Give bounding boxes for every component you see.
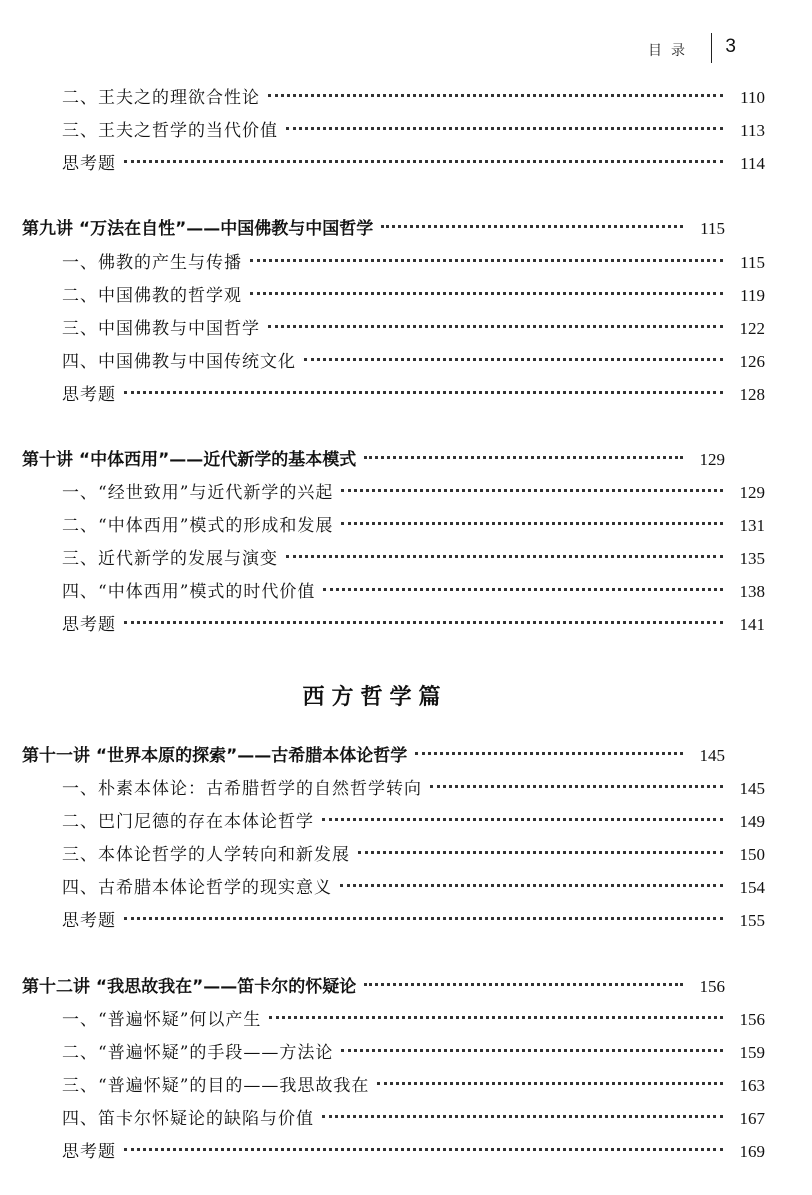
toc-page-number: 169 [739, 1142, 765, 1161]
dot-leader [268, 325, 723, 328]
toc-section-entry[interactable] [0, 511, 812, 541]
toc-entry-title: 第九讲 “万法在自性”——中国佛教与中国哲学 [22, 219, 374, 239]
toc-entry-title: 第十讲 “中体西用”——近代新学的基本模式 [22, 450, 357, 470]
toc-section-entry[interactable] [0, 478, 812, 508]
toc-section-entry[interactable] [0, 83, 812, 113]
toc-page-number: 156 [699, 977, 725, 996]
toc-page-number: 145 [699, 746, 725, 765]
toc-page-wrap [733, 478, 812, 508]
dot-leader [340, 884, 723, 887]
toc-entry-title: 思考题 [62, 1142, 116, 1162]
toc-section-entry[interactable] [0, 774, 812, 804]
dot-leader [341, 489, 723, 492]
dot-leader [304, 358, 723, 361]
toc-entry-title: 四、笛卡尔怀疑论的缺陷与价值 [62, 1109, 314, 1129]
toc-page-wrap [733, 380, 812, 410]
toc-section-entry[interactable] [0, 1038, 812, 1068]
toc-page-wrap [733, 774, 812, 804]
toc-page-wrap [733, 314, 812, 344]
dot-leader [341, 522, 723, 525]
toc-section-entry[interactable] [0, 347, 812, 377]
toc-entry-title: 二、“普遍怀疑”的手段——方法论 [62, 1043, 334, 1063]
toc-page-wrap [733, 840, 812, 870]
toc-page-wrap [733, 544, 812, 574]
toc-section-entry[interactable] [0, 610, 812, 640]
toc-entry-title: 四、“中体西用”模式的时代价值 [62, 582, 316, 602]
dot-leader [341, 1049, 723, 1052]
toc-page-number: 149 [739, 812, 765, 831]
toc-section-entry[interactable] [0, 1071, 812, 1101]
toc-page-wrap [733, 116, 812, 146]
toc-page-number: 141 [739, 615, 765, 634]
toc-page-wrap [733, 149, 812, 179]
toc-entry-title: 三、中国佛教与中国哲学 [62, 319, 260, 339]
toc-entry-title: 第十二讲 “我思故我在”——笛卡尔的怀疑论 [22, 977, 357, 997]
toc-section-entry[interactable] [0, 840, 812, 870]
toc-page-number: 138 [739, 582, 765, 601]
toc-entry-title: 四、古希腊本体论哲学的现实意义 [62, 878, 332, 898]
dot-leader [124, 160, 723, 163]
toc-page-wrap [733, 248, 812, 278]
toc-page-number: 126 [739, 352, 765, 371]
dot-leader [250, 292, 723, 295]
toc-entry-title: 三、“普遍怀疑”的目的——我思故我在 [62, 1076, 370, 1096]
toc-page-wrap [693, 972, 772, 1002]
toc-page-wrap [693, 214, 772, 244]
toc-entry-title: 三、王夫之哲学的当代价值 [62, 121, 278, 141]
toc-entry-title: 一、“经世致用”与近代新学的兴起 [62, 483, 334, 503]
toc-page-number: 129 [699, 450, 725, 469]
toc-entry-title: 三、本体论哲学的人学转向和新发展 [62, 845, 350, 865]
dot-leader [286, 555, 723, 558]
toc-page-number: 156 [739, 1010, 765, 1029]
dot-leader [381, 225, 683, 228]
toc-page-number: 167 [739, 1109, 765, 1128]
dot-leader [415, 752, 683, 755]
toc-page-wrap [733, 906, 812, 936]
toc-page-wrap [733, 1038, 812, 1068]
dot-leader [323, 588, 723, 591]
dot-leader [268, 94, 723, 97]
toc-page-number: 145 [739, 779, 765, 798]
dot-leader [250, 259, 723, 262]
dot-leader [364, 456, 683, 459]
toc-page-wrap [733, 610, 812, 640]
toc-chapter-entry[interactable] [0, 214, 772, 244]
toc-entry-title: 二、王夫之的理欲合性论 [62, 88, 260, 108]
toc-section-entry[interactable] [0, 248, 812, 278]
toc-entry-title: 一、“普遍怀疑”何以产生 [62, 1010, 262, 1030]
toc-entry-title: 思考题 [62, 385, 116, 405]
dot-leader [358, 851, 723, 854]
toc-section-entry[interactable] [0, 544, 812, 574]
header-section-title: 目录 [648, 43, 694, 59]
toc-page-wrap [693, 741, 772, 771]
toc-page-number: 122 [739, 319, 765, 338]
dot-leader [377, 1082, 723, 1085]
toc-page-number: 154 [739, 878, 765, 897]
toc-section-entry[interactable] [0, 281, 812, 311]
toc-page-wrap [733, 347, 812, 377]
toc-section-entry[interactable] [0, 314, 812, 344]
toc-entry-title: 二、巴门尼德的存在本体论哲学 [62, 812, 314, 832]
dot-leader [124, 917, 723, 920]
dot-leader [269, 1016, 723, 1019]
toc-page-number: 115 [700, 219, 725, 238]
toc-page-number: 114 [740, 154, 765, 173]
toc-page-number: 115 [740, 253, 765, 272]
toc-section-entry[interactable] [0, 873, 812, 903]
toc-page-number: 155 [739, 911, 765, 930]
header-page-number: 3 [725, 36, 736, 57]
toc-page-wrap [693, 445, 772, 475]
toc-page-number: 150 [739, 845, 765, 864]
toc-page-wrap [733, 1071, 812, 1101]
toc-page-wrap [733, 1137, 812, 1167]
toc-entry-title: 思考题 [62, 154, 116, 174]
toc-section-entry[interactable] [0, 906, 812, 936]
toc-section-entry[interactable] [0, 1137, 812, 1167]
dot-leader [364, 983, 683, 986]
toc-page-wrap [733, 577, 812, 607]
toc-entry-title: 一、佛教的产生与传播 [62, 253, 242, 273]
header-divider [711, 33, 712, 63]
toc-entry-title: 二、“中体西用”模式的形成和发展 [62, 516, 334, 536]
dot-leader [124, 1148, 723, 1151]
toc-entry-title: 三、近代新学的发展与演变 [62, 549, 278, 569]
toc-entry-title: 第十一讲 “世界本原的探索”——古希腊本体论哲学 [22, 746, 408, 766]
dot-leader [286, 127, 723, 130]
toc-page-wrap [733, 873, 812, 903]
dot-leader [124, 391, 723, 394]
dot-leader [430, 785, 723, 788]
toc-page-number: 129 [739, 483, 765, 502]
toc-page-number: 119 [740, 286, 765, 305]
toc-page-number: 113 [740, 121, 765, 140]
toc-page-number: 159 [739, 1043, 765, 1062]
toc-section-entry[interactable] [0, 1005, 812, 1035]
toc-page-wrap [733, 83, 812, 113]
toc-page-number: 131 [739, 516, 765, 535]
toc-section-entry[interactable] [0, 116, 812, 146]
toc-page-wrap [733, 1104, 812, 1134]
toc-page-number: 163 [739, 1076, 765, 1095]
toc-chapter-entry[interactable] [0, 972, 772, 1002]
toc-section-entry[interactable] [0, 380, 812, 410]
running-header [550, 33, 750, 63]
toc-entry-title: 二、中国佛教的哲学观 [62, 286, 242, 306]
toc-chapter-entry[interactable] [0, 445, 772, 475]
toc-entry-title: 思考题 [62, 615, 116, 635]
dot-leader [124, 621, 723, 624]
toc-page-number: 135 [739, 549, 765, 568]
toc-page-wrap [733, 511, 812, 541]
toc-section-entry[interactable] [0, 1104, 812, 1134]
dot-leader [322, 818, 723, 821]
toc-page-number: 110 [740, 88, 765, 107]
toc-entry-title: 一、朴素本体论：古希腊哲学的自然哲学转向 [62, 779, 422, 799]
toc-section-entry[interactable] [0, 149, 812, 179]
toc-chapter-entry[interactable] [0, 741, 772, 771]
toc-page-wrap [733, 281, 812, 311]
toc-page-number: 128 [739, 385, 765, 404]
toc-page-wrap [733, 807, 812, 837]
toc-entry-title: 四、中国佛教与中国传统文化 [62, 352, 296, 372]
part-title: 西方哲学篇 [302, 684, 448, 710]
dot-leader [322, 1115, 723, 1118]
toc-section-entry[interactable] [0, 577, 812, 607]
toc-section-entry[interactable] [0, 807, 812, 837]
toc-page-wrap [733, 1005, 812, 1035]
toc-entry-title: 思考题 [62, 911, 116, 931]
